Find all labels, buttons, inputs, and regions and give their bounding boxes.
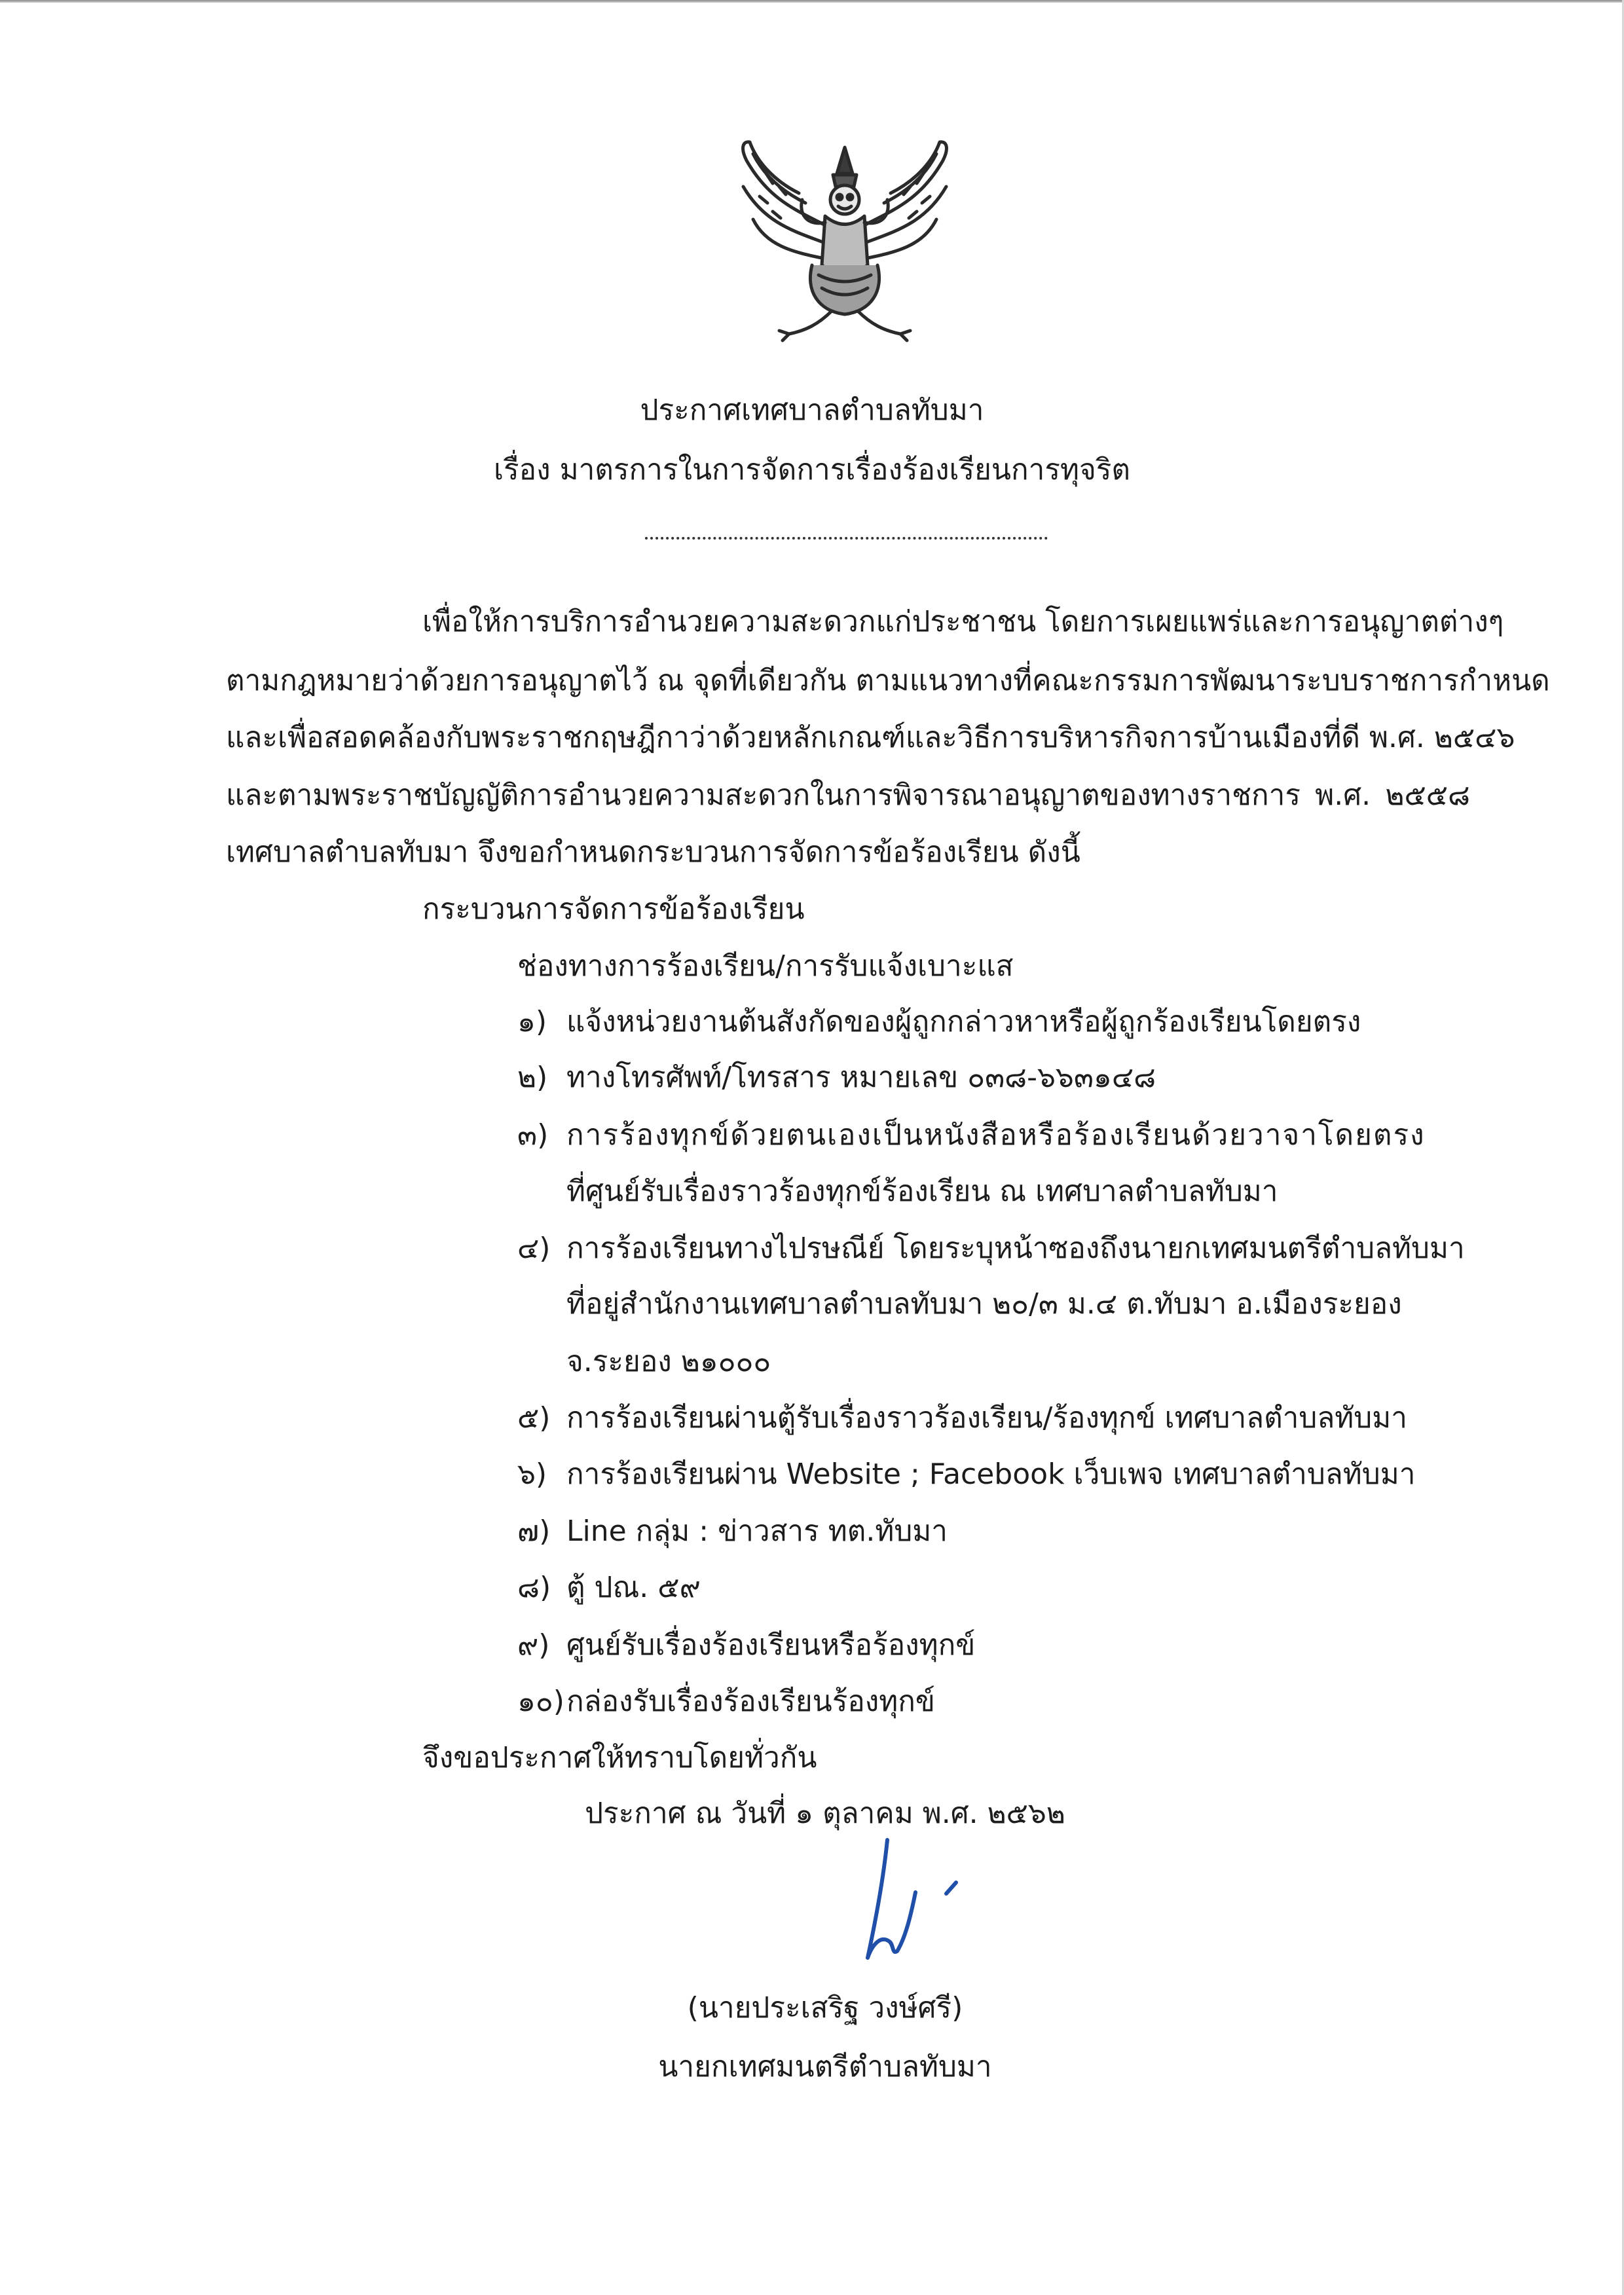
item-text: แจ้งหน่วยงานต้นสังกัดของผู้ถูกกล่าวหาหรือผู้ถูกร้องเรียนโดยตรง	[566, 1005, 1361, 1038]
paragraph-line: ตามกฎหมายว่าด้วยการอนุญาตไว้ ณ จุดที่เดียวกัน ตามแนวทางที่คณะกรรมการพัฒนาระบบราชการกำหนด	[226, 664, 1550, 697]
list-item	[517, 1116, 1470, 1155]
item-number: ๗)	[517, 1515, 551, 1548]
signer-title: นายกเทศมนตรีตำบลทับมา	[658, 2050, 992, 2084]
item-text: การร้องเรียนทางไปรษณีย์ โดยระบุหน้าซองถึงนายกเทศมนตรีตำบลทับมา	[566, 1232, 1465, 1265]
closing-announcement: จึงขอประกาศให้ทราบโดยทั่วกัน	[422, 1741, 817, 1774]
scan-edge-top	[0, 0, 1624, 3]
list-item	[517, 1682, 1470, 1721]
item-text: การร้องเรียนผ่านตู้รับเรื่องราวร้องเรียน/ร้องทุกข์ เทศบาลตำบลทับมา	[566, 1401, 1407, 1435]
item-text: การร้องเรียนผ่าน Website ; Facebook เว็บเพจ เทศบาลตำบลทับมา	[566, 1458, 1416, 1491]
list-item	[517, 1626, 1470, 1665]
item-number: ๑)	[517, 1005, 547, 1038]
item-continuation: ที่อยู่สำนักงานเทศบาลตำบลทับมา ๒๐/๓ ม.๔ ต.ทับมา อ.เมืองระยอง	[566, 1287, 1402, 1321]
list-item	[517, 1058, 1470, 1097]
document-title: ประกาศเทศบาลตำบลทับมา	[640, 394, 984, 427]
item-text: ทางโทรศัพท์/โทรสาร หมายเลข ๐๓๘-๖๖๓๑๔๘	[566, 1061, 1156, 1094]
item-number: ๓)	[517, 1118, 549, 1152]
item-number: ๕)	[517, 1401, 551, 1435]
item-continuation: ที่ศูนย์รับเรื่องราวร้องทุกข์ร้องเรียน ณ เทศบาลตำบลทับมา	[566, 1175, 1278, 1208]
paragraph-line: และตามพระราชบัญญัติการอำนวยความสะดวกในการพิจารณาอนุญาตของทางราชการ พ.ศ. ๒๕๕๘	[226, 779, 1470, 812]
channels-heading: ช่องทางการร้องเรียน/การรับแจ้งเบาะแส	[517, 949, 1014, 983]
list-item	[517, 1229, 1470, 1268]
signature-icon	[832, 1820, 976, 1977]
item-number: ๖)	[517, 1458, 547, 1491]
item-number: ๘)	[517, 1571, 551, 1604]
list-item	[517, 1512, 1470, 1551]
announcement-date: ประกาศ ณ วันที่ ๑ ตุลาคม พ.ศ. ๒๕๖๒	[585, 1797, 1065, 1830]
paragraph-line: และเพื่อสอดคล้องกับพระราชกฤษฎีกาว่าด้วยหลักเกณฑ์และวิธีการบริหารกิจการบ้านเมืองที่ดี พ.ศ. ๒๕๔๖	[226, 721, 1515, 754]
item-number: ๒)	[517, 1061, 548, 1094]
list-item	[517, 1568, 1470, 1607]
list-item	[517, 1455, 1470, 1494]
paragraph-line: เทศบาลตำบลทับมา จึงขอกำหนดกระบวนการจัดการข้อร้องเรียน ดังนี้	[226, 835, 1080, 869]
garuda-emblem-icon	[727, 134, 963, 350]
item-text: ศูนย์รับเรื่องร้องเรียนหรือร้องทุกข์	[566, 1628, 976, 1662]
item-text: ตู้ ปณ. ๕๙	[566, 1571, 701, 1604]
signer-name: (นายประเสริฐ วงษ์ศรี)	[687, 1991, 963, 2025]
item-text: กล่องรับเรื่องร้องเรียนร้องทุกข์	[566, 1685, 935, 1718]
item-text: Line กลุ่ม : ข่าวสาร ทต.ทับมา	[566, 1515, 948, 1548]
list-item	[517, 1399, 1470, 1438]
process-heading: กระบวนการจัดการข้อร้องเรียน	[422, 892, 805, 926]
item-number: ๔)	[517, 1232, 551, 1265]
list-item	[517, 1002, 1470, 1042]
paragraph-line: เพื่อให้การบริการอำนวยความสะดวกแก่ประชาชน โดยการเผยแพร่และการอนุญาตต่างๆ	[422, 605, 1504, 638]
item-number: ๙)	[517, 1628, 550, 1662]
item-number: ๑๐)	[517, 1685, 564, 1718]
item-text: การร้องทุกข์ด้วยตนเองเป็นหนังสือหรือร้องเรียนด้วยวาจาโดยตรง	[566, 1118, 1426, 1152]
document-subject: เรื่อง มาตรการในการจัดการเรื่องร้องเรียนการทุจริต	[494, 453, 1130, 487]
title-separator	[645, 517, 1048, 540]
item-continuation: จ.ระยอง ๒๑๐๐๐	[566, 1345, 771, 1378]
